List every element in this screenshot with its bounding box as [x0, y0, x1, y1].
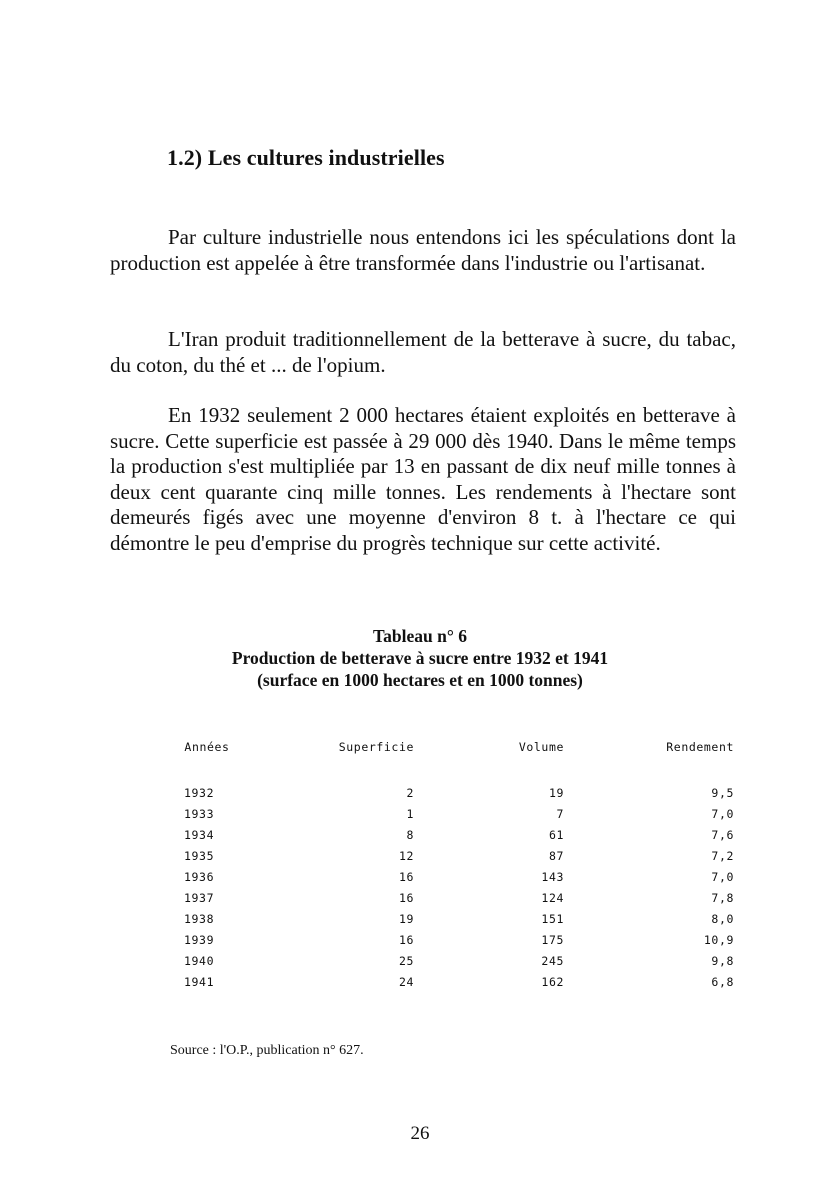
cell-superficie: 16: [398, 891, 414, 905]
cell-rendement: 7,2: [711, 849, 734, 863]
cell-rendement: 7,6: [711, 828, 734, 842]
table-title: Tableau n° 6: [373, 626, 467, 646]
cell-volume: 151: [541, 912, 564, 926]
header-superficie: Superficie: [338, 740, 414, 754]
section-heading: 1.2) Les cultures industrielles: [167, 145, 445, 170]
table-row: [120, 849, 734, 870]
cell-superficie: 8: [406, 828, 414, 842]
cell-volume: 245: [541, 954, 564, 968]
cell-rendement: 7,0: [711, 807, 734, 821]
cell-superficie: 19: [398, 912, 414, 926]
header-rendement: Rendement: [666, 740, 734, 754]
cell-volume: 19: [548, 786, 564, 800]
table-header-row: [120, 740, 734, 766]
source-note: Source : l'O.P., publication n° 627.: [170, 1043, 364, 1058]
cell-volume: 7: [556, 807, 564, 821]
cell-year: 1932: [184, 786, 215, 800]
cell-superficie: 16: [398, 870, 414, 884]
table-row: [120, 954, 734, 975]
cell-volume: 61: [548, 828, 564, 842]
cell-rendement: 10,9: [703, 933, 734, 947]
cell-superficie: 12: [398, 849, 414, 863]
header-annees: Années: [184, 740, 230, 754]
cell-volume: 143: [541, 870, 564, 884]
cell-superficie: 2: [406, 786, 414, 800]
table-row: [120, 828, 734, 849]
table-spacer-cell: [120, 766, 734, 786]
table-units-note: (surface en 1000 hectares et en 1000 tonnes): [257, 670, 583, 690]
header-volume: Volume: [518, 740, 564, 754]
cell-year: 1940: [184, 954, 215, 968]
table-spacer: [120, 766, 734, 786]
cell-volume: 175: [541, 933, 564, 947]
cell-rendement: 7,8: [711, 891, 734, 905]
cell-volume: 87: [548, 849, 564, 863]
table-caption: [120, 625, 720, 691]
paragraph-definition: Par culture industrielle nous entendons ici les spéculations dont la production est appelée à être transformée dans l'industrie ou l'artisanat.: [110, 225, 736, 275]
cell-rendement: 9,5: [711, 786, 734, 800]
cell-rendement: 7,0: [711, 870, 734, 884]
table-row: [120, 912, 734, 933]
page-number: 26: [410, 1123, 430, 1144]
paragraph-sugar-beet: En 1932 seulement 2 000 hectares étaient exploités en betterave à sucre. Cette superficie est passée à 29 000 dès 1940. Dans le même temps la production s'est multipliée par 13 en passant de dix neuf mille tonnes à deux cent quarante cinq mille tonnes. Les rendements à l'hectare sont demeurés figés avec une moyenne d'environ 8 t. à l'hectare ce qui démontre le peu d'emprise du progrès technique sur cette activité.: [110, 403, 736, 555]
table-row: [120, 933, 734, 954]
table-row: [120, 891, 734, 912]
cell-rendement: 8,0: [711, 912, 734, 926]
cell-rendement: 9,8: [711, 954, 734, 968]
table-row: [120, 807, 734, 828]
cell-year: 1941: [184, 975, 215, 989]
table-row: [120, 975, 734, 996]
cell-superficie: 16: [398, 933, 414, 947]
cell-superficie: 24: [398, 975, 414, 989]
cell-year: 1936: [184, 870, 215, 884]
cell-year: 1933: [184, 807, 215, 821]
table-subtitle: Production de betterave à sucre entre 1932 et 1941: [231, 648, 609, 668]
cell-rendement: 6,8: [711, 975, 734, 989]
cell-year: 1935: [184, 849, 215, 863]
paragraph-products: L'Iran produit traditionnellement de la betterave à sucre, du tabac, du coton, du thé et ... de l'opium.: [110, 327, 736, 377]
cell-volume: 124: [541, 891, 564, 905]
cell-year: 1934: [184, 828, 215, 842]
cell-volume: 162: [541, 975, 564, 989]
cell-year: 1939: [184, 933, 215, 947]
table-row: [120, 786, 734, 807]
production-table: [120, 740, 734, 996]
cell-superficie: 25: [398, 954, 414, 968]
cell-year: 1937: [184, 891, 215, 905]
table-row: [120, 870, 734, 891]
cell-year: 1938: [184, 912, 215, 926]
cell-superficie: 1: [406, 807, 414, 821]
